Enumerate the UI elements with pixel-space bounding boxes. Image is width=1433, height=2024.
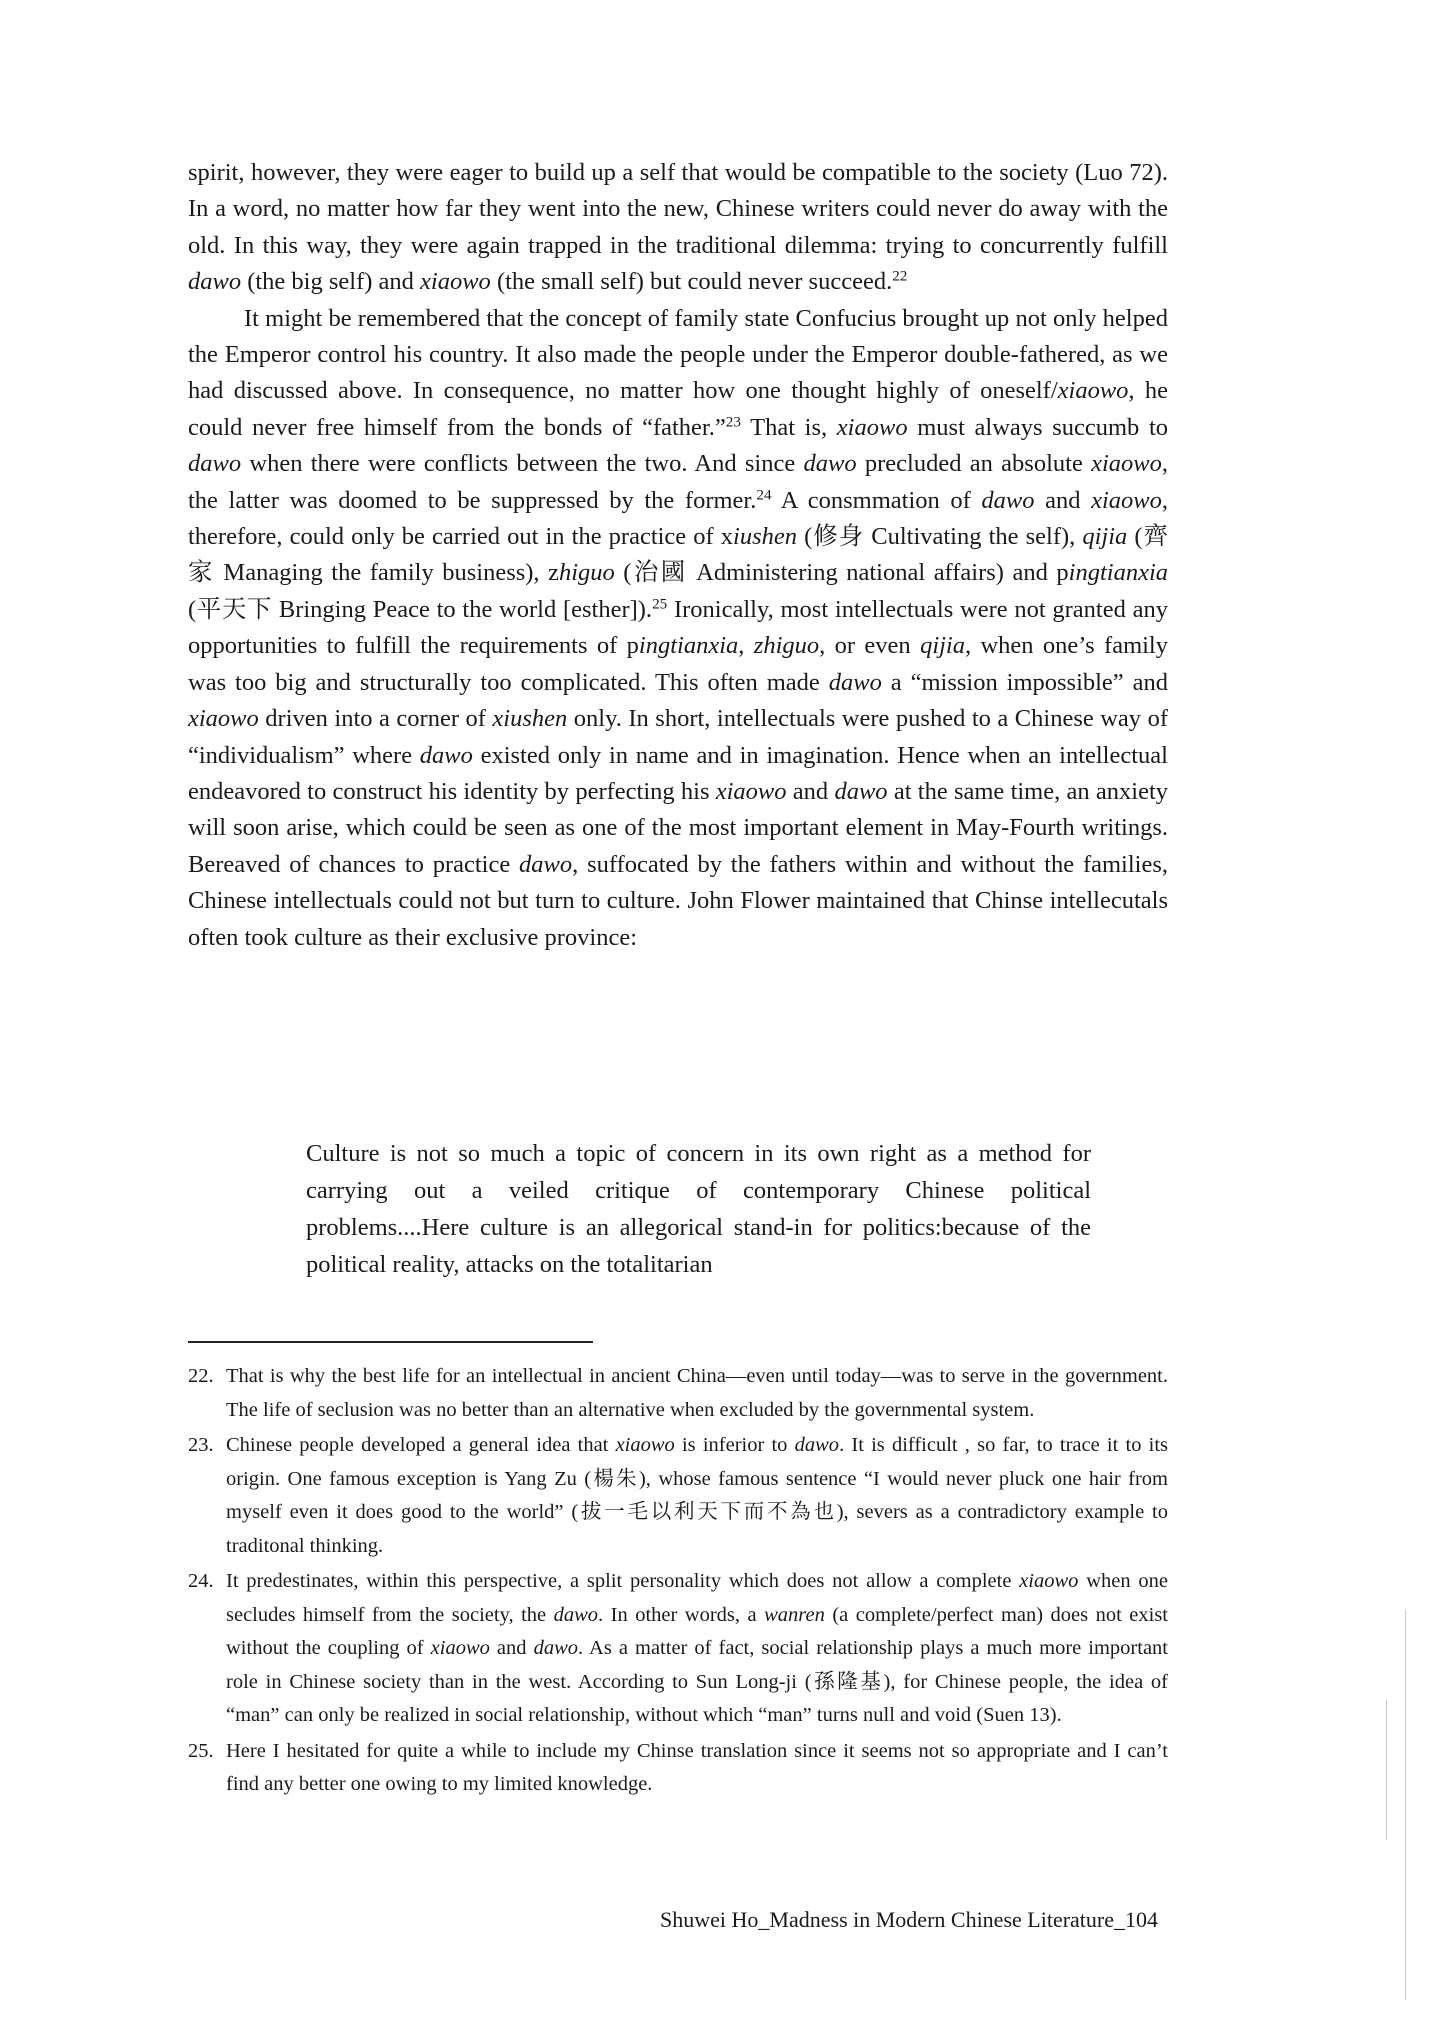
italic-term: ingtianxia	[638, 632, 739, 660]
footnote-text	[226, 1740, 1168, 1796]
text-run: , therefore, could only be carried out in the practice of x	[188, 486, 1168, 551]
scan-edge-mark	[1386, 1700, 1387, 1840]
italic-term: xiaowo	[1091, 450, 1162, 478]
text-run: when one secludes himself from the society, the	[226, 1570, 1168, 1626]
text-run: . As a matter of fact, social relationship plays a much more important role in Chinese society than in the west. According to Sun Long-ji (孫隆基), for Chinese people, the idea of “man” can only be realized in social relationship, without which “man” turns null and void (Suen 13).	[226, 1637, 1168, 1726]
italic-term: higuo	[558, 559, 615, 587]
italic-term: qijia	[1082, 523, 1128, 551]
italic-term: xiaowo	[1091, 486, 1162, 514]
body-text	[188, 155, 1168, 956]
text-run: (平天下 Bringing Peace to the world [esther]).	[188, 595, 653, 623]
text-run: only. In short, intellectuals were pushed to a Chinese way of “individualism” where	[188, 705, 1168, 769]
footnote-text	[226, 1570, 1168, 1726]
text-run: ,	[738, 632, 754, 660]
text-run: . In other words, a	[598, 1603, 765, 1626]
italic-term: zhiguo	[753, 632, 820, 660]
italic-term: dawo	[188, 450, 242, 478]
italic-term: dawo	[828, 668, 882, 696]
italic-term: xiaowo	[188, 705, 259, 733]
footnotes	[188, 1360, 1168, 1804]
text-run: It predestinates, within this perspective, a split personality which does not allow a complete	[226, 1570, 1020, 1592]
text-run: , or even	[819, 632, 921, 660]
text-run: precluded an absolute	[856, 450, 1092, 478]
text-run: existed only in name and in imagination. Hence when an intellectual endeavored to construct his identity by perfecting his	[188, 741, 1168, 805]
text-run: (齊家 Managing the family business), z	[188, 523, 1168, 587]
italic-term: dawo	[533, 1637, 579, 1659]
italic-term: dawo	[834, 777, 888, 805]
text-run: Here I hesitated for quite a while to include my Chinse translation since it seems not so appropriate and I can’t find any better one owing to my limited knowledge.	[226, 1739, 1168, 1795]
italic-term: dawo	[794, 1434, 840, 1456]
text-run: and	[786, 777, 835, 805]
body-paragraph	[188, 301, 1168, 956]
text-run: spirit, however, they were eager to build up a self that would be compatible to the society (Luo 72). In a word, no matter how far they went into the new, Chinese writers could never do away with the old. In this way, they were again trapped in the traditional dilemma: trying to concurrently fulfill	[188, 159, 1168, 259]
italic-term: dawo	[188, 268, 242, 296]
italic-term: ingtianxia	[1068, 559, 1169, 587]
footnote-reference: 23	[725, 413, 741, 431]
italic-term: xiaowo	[1019, 1570, 1079, 1592]
text-run: and	[1034, 486, 1092, 514]
text-run: That is why the best life for an intellectual in ancient China—even until today—was to serve in the government. The life of seclusion was no better than an alternative when excluded by the governmental system.	[226, 1365, 1168, 1421]
text-run: , when one’s family was too big and structurally too complicated. This often made	[188, 632, 1168, 696]
text-run: (the small self) but could never succeed.	[490, 268, 893, 296]
italic-term: xiaowo	[715, 777, 787, 805]
text-run: Chinese people developed a general idea that	[226, 1434, 616, 1456]
text-run: a “mission impossible” and	[881, 668, 1168, 696]
italic-term: dawo	[519, 850, 573, 878]
italic-term: dawo	[981, 486, 1035, 514]
footnote-number: 25.	[188, 1739, 214, 1762]
footnote-reference: 24	[756, 486, 772, 504]
block-quote: Culture is not so much a topic of concern in its own right as a method for carrying out a veiled critique of contemporary Chinese political problems....Here culture is an allegorical stand-in for politics:because of the political reality, attacks on the totalitarian	[306, 1140, 1091, 1278]
scan-edge-mark	[1405, 1610, 1406, 2000]
body-paragraph	[188, 155, 1168, 301]
text-run: is inferior to	[674, 1434, 795, 1456]
text-run: , the latter was doomed to be suppressed by the former.	[188, 450, 1168, 514]
italic-term: dawo	[553, 1603, 599, 1626]
text-run: when there were conflicts between the two. And since	[241, 450, 804, 478]
text-run: (a complete/perfect man) does not exist without the coupling of	[226, 1603, 1168, 1659]
footnote-number: 22.	[188, 1365, 214, 1387]
footnote-text	[226, 1365, 1168, 1421]
footnote-reference: 22	[892, 267, 908, 285]
footnote	[188, 1429, 1168, 1563]
italic-term: dawo	[803, 450, 857, 478]
footnote-number: 24.	[188, 1570, 214, 1592]
text-run: (修身 Cultivating the self),	[797, 523, 1083, 551]
text-run: (治國 Administering national affairs) and p	[614, 559, 1069, 587]
footnote	[188, 1735, 1168, 1802]
italic-term: iushen	[733, 523, 797, 551]
footnote-separator	[188, 1341, 593, 1343]
italic-term: wanren	[764, 1603, 825, 1626]
text-run: That is,	[740, 413, 837, 441]
text-run: (the big self) and	[241, 268, 421, 296]
footnote	[188, 1565, 1168, 1733]
text-run: driven into a corner of	[258, 705, 493, 733]
italic-term: xiaowo	[420, 268, 491, 296]
italic-term: dawo	[419, 741, 473, 769]
text-run: and	[489, 1637, 534, 1659]
text-run: Ironically, most intellectuals were not granted any opportunities to fulfill the requirements of p	[188, 595, 1168, 660]
italic-term: qijia	[920, 632, 965, 660]
italic-term: xiaowo	[615, 1434, 675, 1456]
footnote-reference: 25	[652, 595, 668, 613]
text-run: , he could never free himself from the bonds of “father.”	[188, 377, 1169, 441]
text-run: at the same time, an anxiety will soon arise, which could be seen as one of the most important element in May-Fourth writings. Bereaved of chances to practice	[188, 777, 1169, 878]
text-run: , suffocated by the fathers within and without the families, Chinese intellectuals could not but turn to culture. John Flower maintained that Chinse intellecutals often took culture as their exclusive province:	[188, 850, 1169, 951]
text-run: A consmmation of	[771, 486, 982, 514]
text-run: must always succumb to	[907, 413, 1169, 441]
text-run: It might be remembered that the concept of family state Confucius brought up not only helped the Emperor control his country. It also made the people under the Emperor double-fathered, as we had discussed above. In consequence, no matter how one thought highly of oneself/	[188, 304, 1168, 405]
footnote-text	[226, 1434, 1168, 1557]
italic-term: xiushen	[492, 705, 568, 733]
footnote	[188, 1360, 1168, 1427]
italic-term: xiaowo	[836, 413, 908, 441]
footnote-number: 23.	[188, 1434, 214, 1456]
italic-term: xiaowo	[430, 1637, 490, 1659]
page-footer: Shuwei Ho_Madness in Modern Chinese Literature_104	[660, 1907, 1158, 1932]
italic-term: xiaowo	[1057, 377, 1129, 405]
text-run: . It is difficult , so far, to trace it to its origin. One famous exception is Yang Zu (楊朱), whose famous sentence “I would never pluck one hair from myself even it does good to the world” (拔一毛以利天下而不為也), severs as a contradictory example to traditonal thinking.	[226, 1434, 1168, 1557]
